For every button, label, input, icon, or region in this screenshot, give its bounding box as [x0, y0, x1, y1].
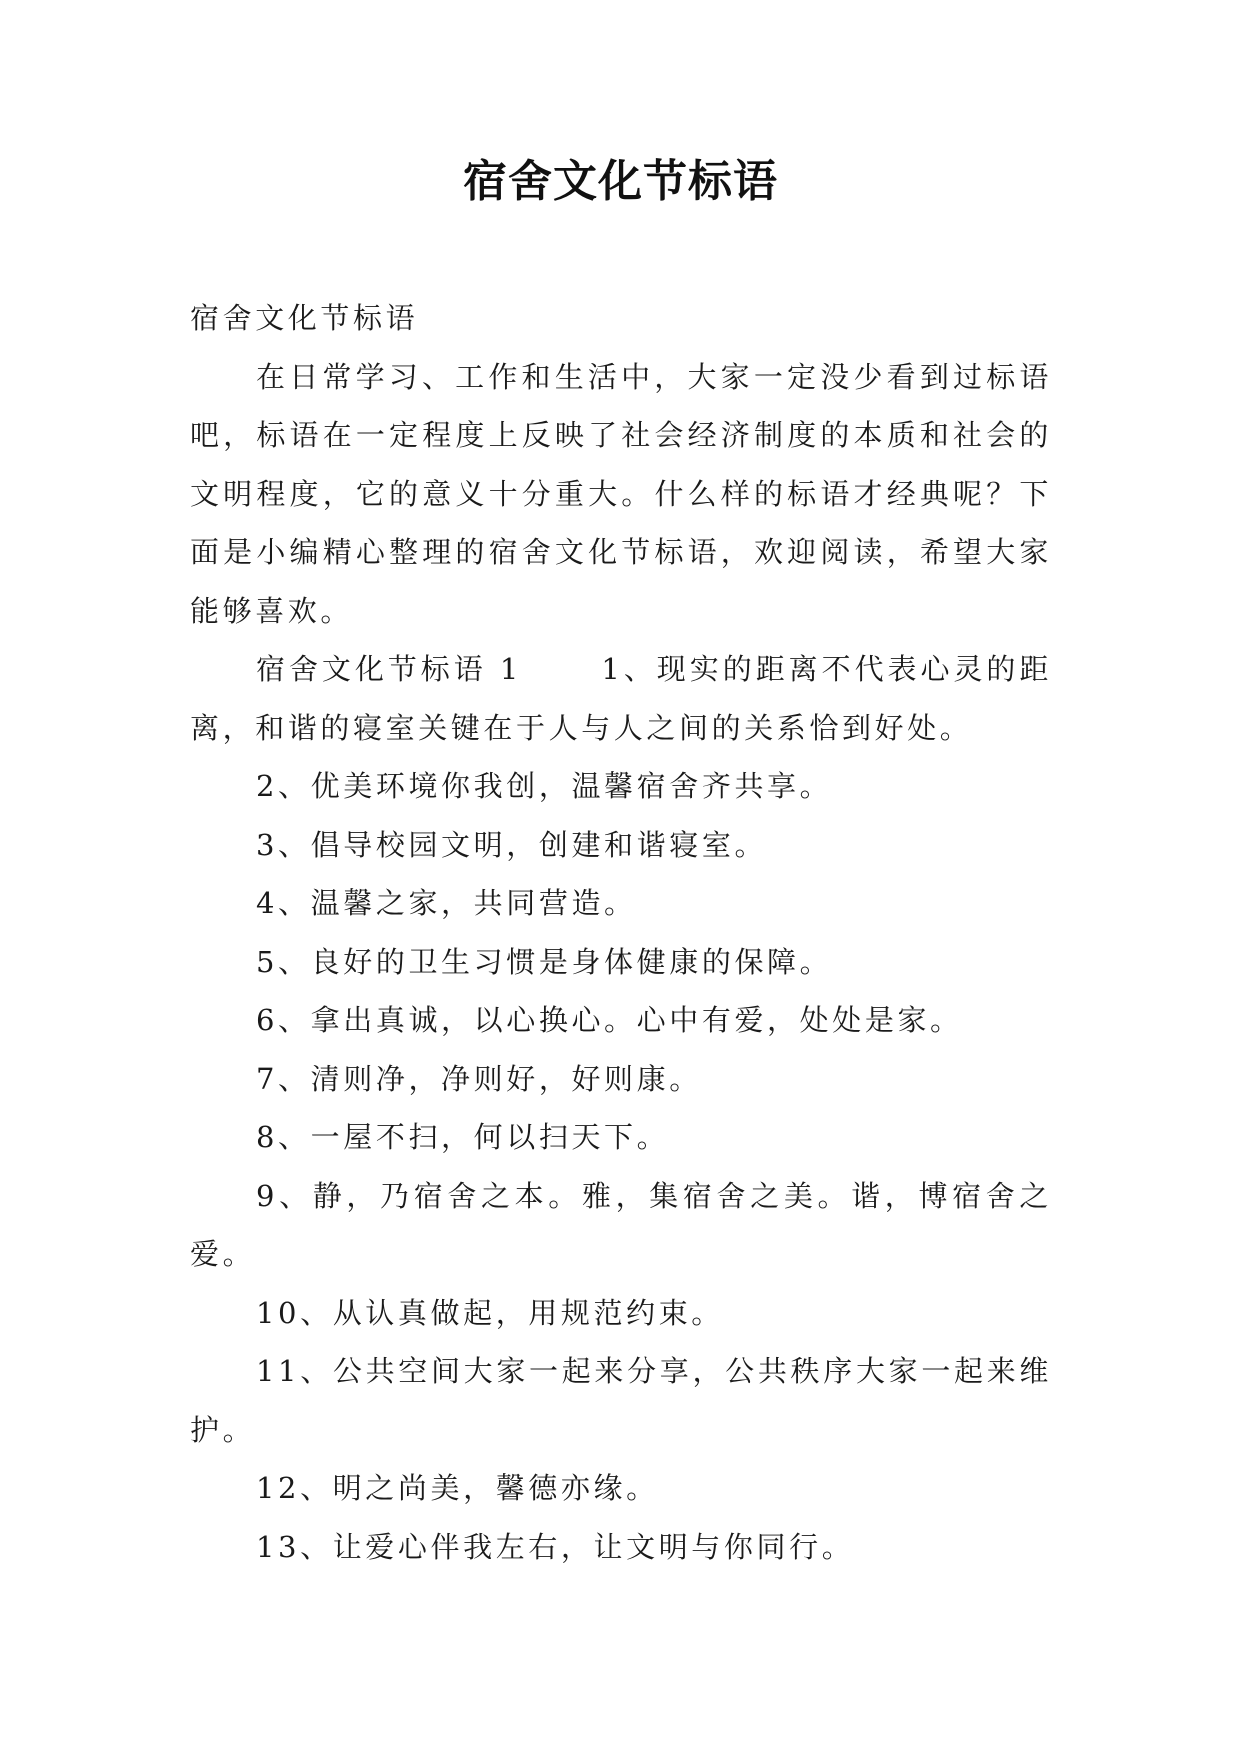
slogan-item: 4、温馨之家，共同营造。: [256, 886, 637, 920]
document-body: [190, 289, 1052, 1576]
document-title: 宿舍文化节标语: [463, 156, 778, 207]
slogan-item: 5、良好的卫生习惯是身体健康的保障。: [256, 944, 833, 979]
slogan-item: 3、倡导校园文明，创建和谐寝室。: [256, 827, 768, 862]
slogan-item: 8、一屋不扫，何以扫天下。: [256, 1120, 670, 1154]
slogan-item: 12、明之尚美，馨德亦缘。: [256, 1471, 659, 1505]
slogan-item: 11、公共空间大家一起来分享，公共秩序大家一起来维护。: [190, 1354, 1052, 1447]
slogan-item: 13、让爱心伴我左右，让文明与你同行。: [256, 1529, 855, 1564]
slogan-item: 10、从认真做起，用规范约束。: [256, 1295, 724, 1330]
paragraph-intro: 在日常学习、工作和生活中，大家一定没少看到过标语吧，标语在一定程度上反映了社会经济制度的本质和社会的文明程度，它的意义十分重大。什么样的标语才经典呢？下面是小编精心整理的宿舍文化节标语，欢迎阅读，希望大家能够喜欢。: [190, 359, 1052, 628]
slogan-item: 2、优美环境你我创，温馨宿舍齐共享。: [256, 769, 833, 803]
paragraph-subtitle: 宿舍文化节标语: [190, 301, 419, 335]
slogan-item: 9、静，乃宿舍之本。雅，集宿舍之美。谐，博宿舍之爱。: [190, 1178, 1052, 1271]
slogan-item: 6、拿出真诚，以心换心。心中有爱，处处是家。: [256, 1003, 963, 1037]
slogan-item: 7、清则净，净则好，好则康。: [256, 1061, 702, 1096]
slogan-item: 宿舍文化节标语 1 1、现实的距离不代表心灵的距离，和谐的寝室关键在于人与人之间的关系恰到好处。: [190, 652, 1052, 745]
